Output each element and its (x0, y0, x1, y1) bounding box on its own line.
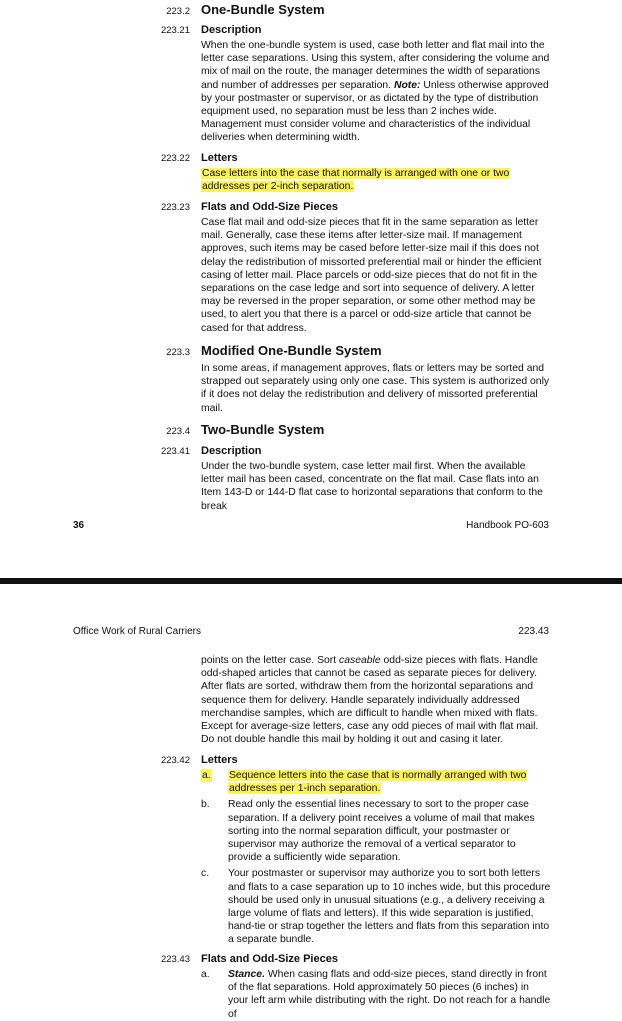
section-body (201, 200, 551, 335)
paragraph-text: odd-size pieces with flats. Handle odd-shaped articles that cannot be cased as separate pieces for delivery. After flats are sorted, withdraw them from the horizontal separations and sequence them for delivery. Handle separately individually addressed merchandise samples, which are difficult to handle when mixed with flats. Except for average-size letters, case any odd pieces of mail with flat mail. Do not double handle this mail by holding it out and casing it later. (201, 655, 539, 746)
section-number: 223.21 (160, 25, 190, 36)
page-number: 36 (73, 520, 85, 531)
list-text: Your postmaster or supervisor may authorize you to sort both letters and flats to a case separation up to 10 inches wide, but this procedure should be used only in unusual situations (e.g., a delivery receiving a large volume of flats and letters). If this wide separation is justified, hand-tie or strap together the letters and flats from this separation into a separate bundle. (228, 868, 551, 946)
section-number: 223.41 (160, 446, 190, 457)
section-number: 223.22 (160, 153, 190, 164)
list-label: c. (201, 868, 210, 880)
subsection-heading: Flats and Odd-Size Pieces (201, 201, 338, 213)
section-number: 223.23 (160, 202, 190, 213)
section-number: 223.43 (160, 954, 190, 965)
list-text: Read only the essential lines necessary to sort to the proper case separation. If a delivery point receives a volume of mail that makes sorting into the normal separation difficult, your postmaster or supervisor may authorize the removal of a vertical separator to provide a sufficiently wide separation. (228, 799, 535, 864)
section-body (201, 952, 551, 1021)
highlighted-text: Case letters into the case that normally is arranged with one or two addresses per 2-inch separation. (202, 168, 510, 193)
running-header-section: 223.43 (518, 626, 549, 637)
section-body (201, 753, 551, 947)
section-body (201, 444, 551, 513)
footer-handbook-title: Handbook PO-603 (466, 520, 549, 531)
section-heading: Modified One-Bundle System (201, 343, 382, 358)
list-label: b. (201, 799, 210, 811)
paragraph: In some areas, if management approves, flats or letters may be sorted and strapped out separately using only one case. This system is authorized only if it does not delay the redistribution and delivery of missorted preferential mail. (201, 363, 550, 414)
paragraph: Under the two-bundle system, case letter mail first. When the available letter mail has been cased, concentrate on the flat mail. Case flats into an Item 143-D or 144-D flat case to horizontal separations that conform to the break (201, 461, 543, 512)
section-number: 223.2 (166, 6, 190, 17)
paragraph: Case flat mail and odd-size pieces that fit in the same separation as letter mail. Generally, case these items after letter-size mail. If management approves, such items may be cased before letter-size mail if this does not delay the redistribution of missorted preferential mail or hinder the efficient casing of letter mail. Place parcels or odd-size pieces that do not fit in the separations on the case ledge and sort into sequence of delivery. A letter may be reversed in the proper separation, or some other method may be used, to alert you that there is a parcel or odd-size article that cannot be cased for that address. (201, 217, 542, 334)
subsection-heading: Description (201, 24, 262, 36)
list-label: a. (202, 770, 211, 781)
section-body (201, 23, 551, 145)
highlighted-text: Sequence letters into the case that is normally arranged with two addresses per 1-inch separation. (229, 770, 527, 795)
note-label: Note: (393, 79, 421, 91)
section-body (201, 151, 551, 193)
emphasis-text: caseable (339, 655, 381, 666)
list-item (201, 968, 551, 1021)
subsection-heading: Letters (201, 152, 238, 164)
list-item (201, 867, 551, 946)
paragraph (201, 654, 551, 746)
section-heading: One-Bundle System (201, 2, 325, 17)
highlighted-paragraph (201, 167, 521, 193)
section-number: 223.42 (160, 755, 190, 766)
section-number: 223.3 (166, 347, 190, 358)
section-number: 223.4 (166, 426, 190, 437)
list-label: a. (201, 969, 210, 980)
section-body (201, 343, 551, 415)
subsection-heading: Letters (201, 754, 238, 766)
subsection-heading: Description (201, 445, 262, 457)
section-heading: Two-Bundle System (201, 422, 325, 437)
subsection-heading: Flats and Odd-Size Pieces (201, 953, 338, 965)
list-text: When casing flats and odd-size pieces, stand directly in front of the flat separations. Hold approximately 50 pieces (6 inches) in your left arm while distributing with the right. Do not reach for a handle of (228, 969, 551, 1020)
list-item (201, 769, 531, 795)
page-37 (0, 584, 622, 1020)
paragraph-text: When the one-bundle system is used, case both letter and flat mail into the letter case separations. Using this system, after considering the volume and mix of mail on the route, the manager determines the width of separations and number of addresses per separation. (201, 40, 550, 91)
paragraph (201, 39, 551, 145)
list-lead-in: Stance. (228, 969, 265, 980)
running-header-title: Office Work of Rural Carriers (73, 626, 201, 637)
paragraph-text: points on the letter case. Sort (201, 655, 340, 666)
list-item (201, 798, 551, 864)
paragraph-text: Unless otherwise approved by your postmaster or supervisor, or as dictated by the type of distribution equipment used, no separation must be less than 2 inches wide. Management must consider volume and characteristics of the individual deliveries when determining width. (201, 79, 549, 144)
